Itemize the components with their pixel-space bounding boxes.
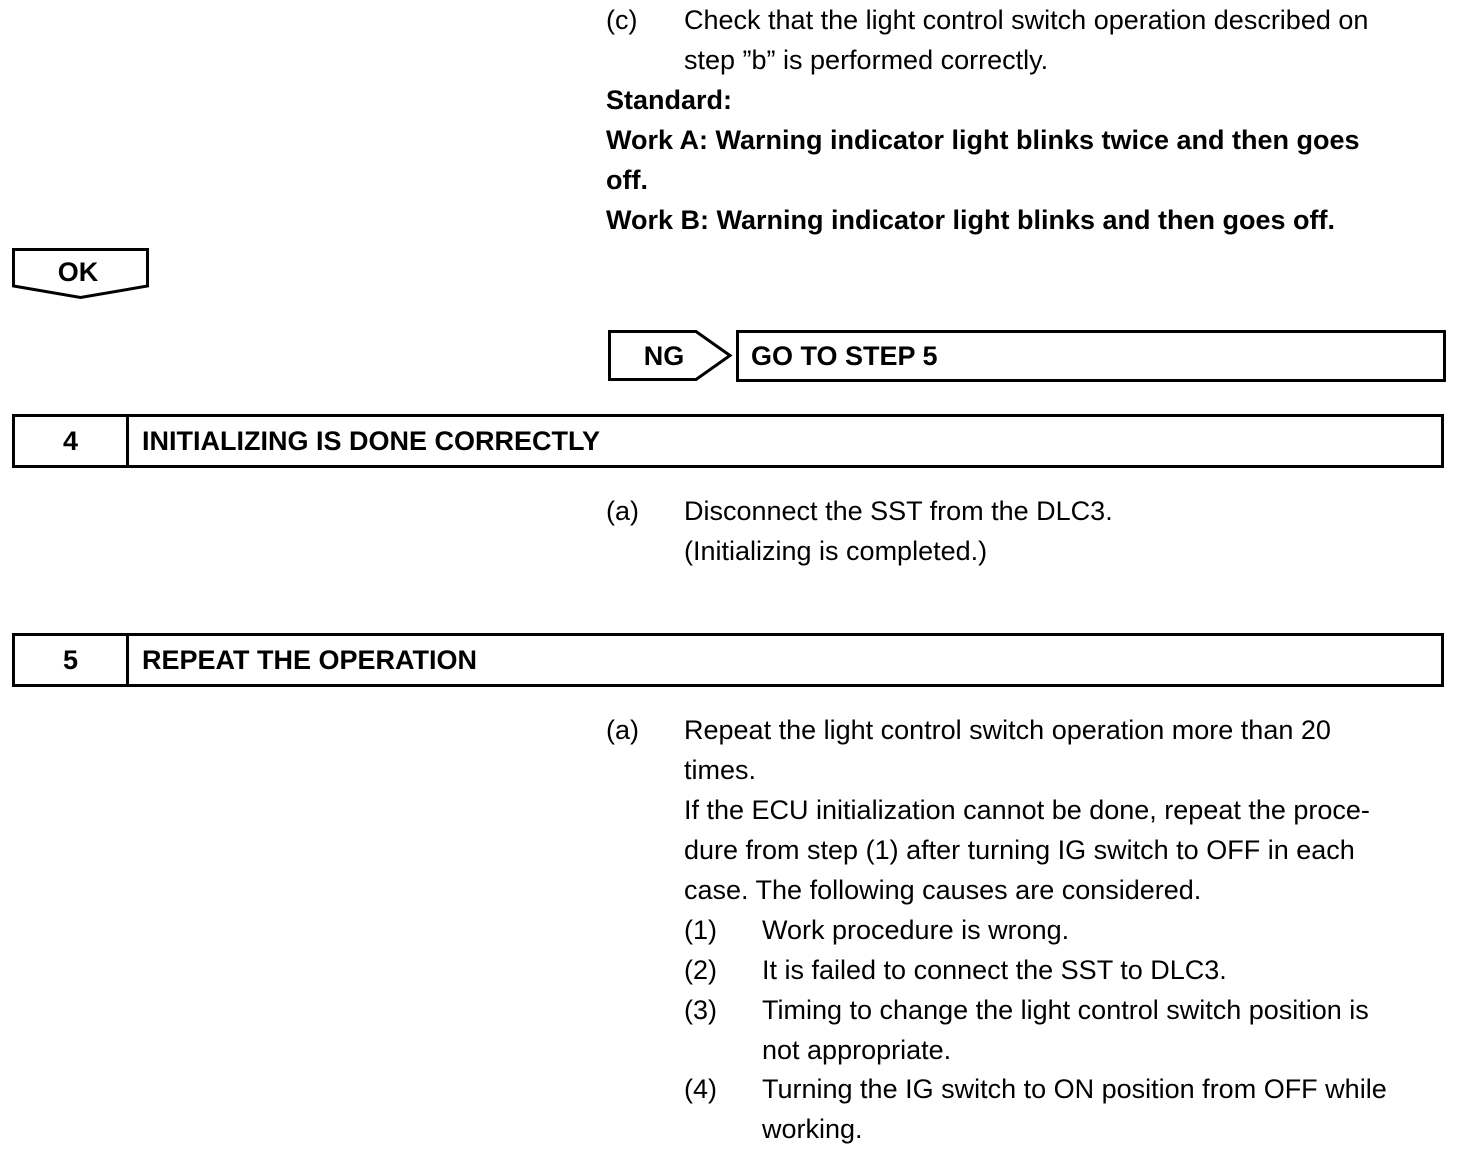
item-text-line: dure from step (1) after turning IG switch to OFF in each bbox=[684, 835, 1355, 865]
cause-text: Timing to change the light control switch position is bbox=[762, 995, 1369, 1025]
goto-step-box bbox=[736, 330, 1446, 382]
work-b-standard: Work B: Warning indicator light blinks and then goes off. bbox=[606, 205, 1335, 235]
cause-text: Turning the IG switch to ON position from OFF while bbox=[762, 1074, 1387, 1104]
ng-label: NG bbox=[643, 341, 685, 371]
step-title: REPEAT THE OPERATION bbox=[142, 645, 478, 675]
ok-flag bbox=[12, 248, 150, 300]
item-text-line: (Initializing is completed.) bbox=[684, 536, 988, 566]
item-text-line: If the ECU initialization cannot be done, repeat the proce- bbox=[684, 795, 1370, 825]
item-label: (c) bbox=[606, 5, 638, 35]
item-text-line: Disconnect the SST from the DLC3. bbox=[684, 496, 1113, 526]
cause-text: It is failed to connect the SST to DLC3. bbox=[762, 955, 1227, 985]
item-text-line: times. bbox=[684, 755, 757, 785]
item-label: (a) bbox=[606, 715, 639, 745]
ng-flag bbox=[608, 330, 734, 382]
step-5-header bbox=[12, 633, 1444, 687]
cause-label: (4) bbox=[684, 1074, 717, 1104]
item-text-line: Repeat the light control switch operation more than 20 bbox=[684, 715, 1331, 745]
item-text-line: step ”b” is performed correctly. bbox=[684, 45, 1049, 75]
item-text-line: case. The following causes are considered. bbox=[684, 875, 1202, 905]
ok-label: OK bbox=[57, 257, 99, 287]
item-text-line: Check that the light control switch operation described on bbox=[684, 5, 1369, 35]
cause-label: (2) bbox=[684, 955, 717, 985]
work-a-standard-cont: off. bbox=[606, 165, 648, 195]
step-4-header bbox=[12, 414, 1444, 468]
cause-label: (3) bbox=[684, 995, 717, 1025]
step-number: 5 bbox=[15, 636, 129, 684]
step-number: 4 bbox=[15, 417, 129, 465]
item-label: (a) bbox=[606, 496, 639, 526]
cause-text: working. bbox=[762, 1114, 863, 1144]
step-title: INITIALIZING IS DONE CORRECTLY bbox=[142, 426, 601, 456]
work-a-standard: Work A: Warning indicator light blinks twice and then goes bbox=[606, 125, 1360, 155]
cause-label: (1) bbox=[684, 915, 717, 945]
goto-step-label: GO TO STEP 5 bbox=[751, 341, 938, 371]
standard-label: Standard: bbox=[606, 85, 733, 115]
cause-text: Work procedure is wrong. bbox=[762, 915, 1070, 945]
cause-text: not appropriate. bbox=[762, 1035, 952, 1065]
